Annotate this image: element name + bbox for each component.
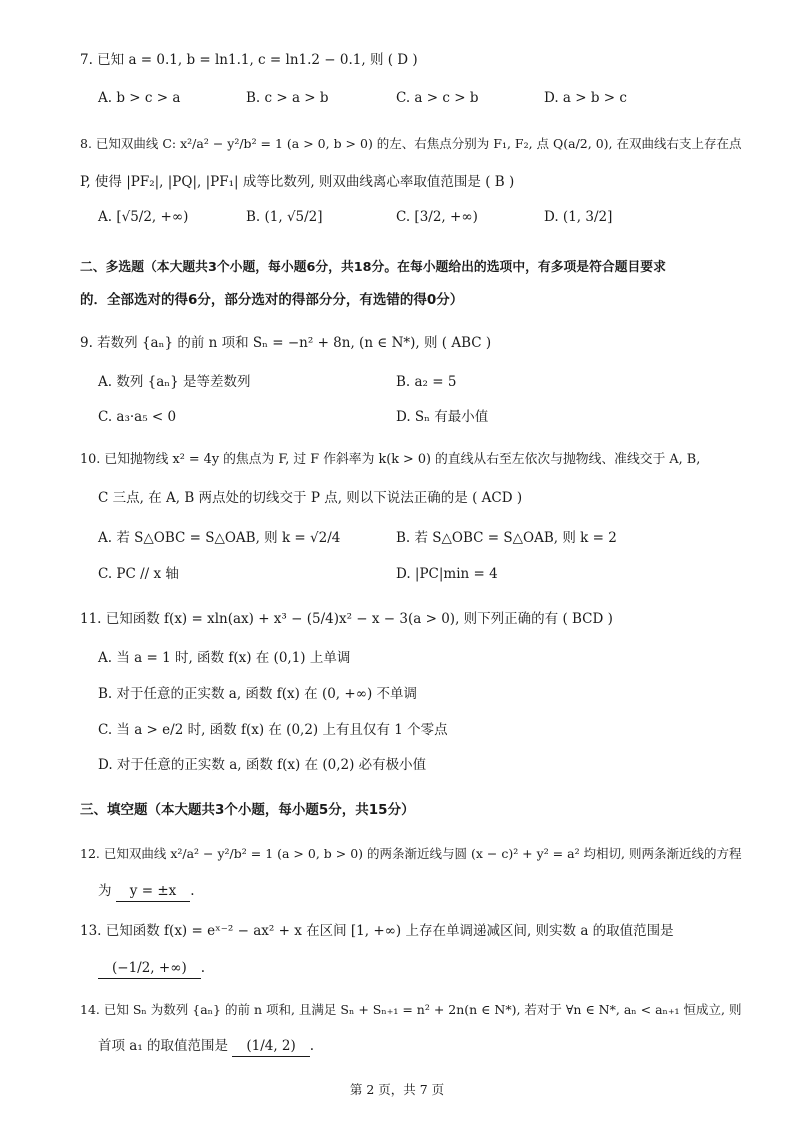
q11-option-c: C. 当 a > e/2 时, 函数 f(x) 在 (0,2) 上有且仅有 1 个零点 (98, 722, 448, 738)
q12-suffix: . (190, 883, 195, 899)
q9-option-c: C. a₃·a₅ < 0 (98, 409, 177, 425)
question-11-stem: 11. 已知函数 f(x) = xln(ax) + x³ − (5/4)x² − x − 3(a > 0), 则下列正确的有 ( BCD ) (80, 611, 613, 627)
q12-prefix: 为 (98, 883, 112, 899)
q9-option-b: B. a₂ = 5 (396, 374, 457, 390)
question-10-stem-line1: 10. 已知抛物线 x² = 4y 的焦点为 F, 过 F 作斜率为 k(k > 0) 的直线从右至左依次与抛物线、准线交于 A, B, (80, 452, 701, 467)
q7-option-a: A. b > c > a (98, 90, 181, 106)
q14-prefix: 首项 a₁ 的取值范围是 (98, 1038, 229, 1054)
q11-option-d: D. 对于任意的正实数 a, 函数 f(x) 在 (0,2) 必有极小值 (98, 757, 427, 773)
q10-option-b: B. 若 S△OBC = S△OAB, 则 k = 2 (396, 530, 617, 546)
q9-option-d: D. Sₙ 有最小值 (396, 409, 489, 425)
q14-suffix: . (309, 1038, 315, 1054)
question-12-answer-line (98, 881, 195, 902)
q12-answer-blank: y = ±x (116, 881, 190, 902)
q10-option-a: A. 若 S△OBC = S△OAB, 则 k = √2/4 (98, 530, 341, 546)
q8-option-b: B. (1, √5/2] (246, 209, 323, 225)
question-12-stem-line1: 12. 已知双曲线 x²/a² − y²/b² = 1 (a > 0, b > 0) 的两条渐近线与圆 (x − c)² + y² = a² 均相切, 则两条渐近线的方程 (80, 846, 742, 861)
section-2-heading-line1: 二、多选题（本大题共3个小题，每小题6分，共18分。在每小题给出的选项中，有多项是符合题目要求 (80, 260, 666, 275)
q8-option-a: A. [√5/2, +∞) (98, 209, 189, 225)
q10-option-d: D. |PC|min = 4 (396, 566, 498, 582)
q13-suffix: . (200, 960, 206, 976)
question-14-stem-line1: 14. 已知 Sₙ 为数列 {aₙ} 的前 n 项和, 且满足 Sₙ + Sₙ₊₁ = n² + 2n(n ∈ N*), 若对于 ∀n ∈ N*, aₙ < aₙ₊₁ 恒成立, 则 (80, 1002, 742, 1017)
question-14-answer-line (98, 1036, 314, 1057)
question-8-stem-line2: P, 使得 |PF₂|, |PQ|, |PF₁| 成等比数列, 则双曲线离心率取值范围是 ( B ) (80, 174, 515, 190)
question-8-stem-line1: 8. 已知双曲线 C: x²/a² − y²/b² = 1 (a > 0, b > 0) 的左、右焦点分别为 F₁, F₂, 点 Q(a/2, 0), 在双曲线右支上存在点 (80, 136, 742, 151)
q10-option-c: C. PC // x 轴 (98, 566, 179, 582)
section-2-heading-line2: 的．全部选对的得6分，部分选对的得部分分，有选错的得0分） (80, 292, 464, 308)
q7-option-c: C. a > c > b (396, 90, 479, 106)
question-9-stem: 9. 若数列 {aₙ} 的前 n 项和 Sₙ = −n² + 8n, (n ∈ N*), 则 ( ABC ) (80, 335, 492, 351)
q11-option-a: A. 当 a = 1 时, 函数 f(x) 在 (0,1) 上单调 (98, 650, 351, 666)
q13-answer-blank: (−1/2, +∞) (98, 958, 201, 979)
question-13-answer-line (98, 958, 205, 979)
q7-option-d: D. a > b > c (544, 90, 627, 106)
question-10-stem-line2: C 三点, 在 A, B 两点处的切线交于 P 点, 则以下说法正确的是 ( ACD ) (98, 490, 523, 506)
q8-option-c: C. [3/2, +∞) (396, 209, 478, 225)
q14-answer-blank: (1/4, 2) (232, 1036, 309, 1057)
question-7-stem: 7. 已知 a = 0.1, b = ln1.1, c = ln1.2 − 0.1, 则 ( D ) (80, 52, 418, 68)
q9-option-a: A. 数列 {aₙ} 是等差数列 (98, 374, 251, 390)
question-13-stem-line1: 13. 已知函数 f(x) = eˣ⁻² − ax² + x 在区间 [1, +∞) 上存在单调递减区间, 则实数 a 的取值范围是 (80, 923, 674, 939)
page-footer: 第 2 页，共 7 页 (349, 1082, 445, 1097)
q11-option-b: B. 对于任意的正实数 a, 函数 f(x) 在 (0, +∞) 不单调 (98, 686, 417, 702)
section-3-heading: 三、填空题（本大题共3个小题，每小题5分，共15分） (80, 802, 415, 818)
q8-option-d: D. (1, 3/2] (544, 209, 613, 225)
q7-option-b: B. c > a > b (246, 90, 329, 106)
